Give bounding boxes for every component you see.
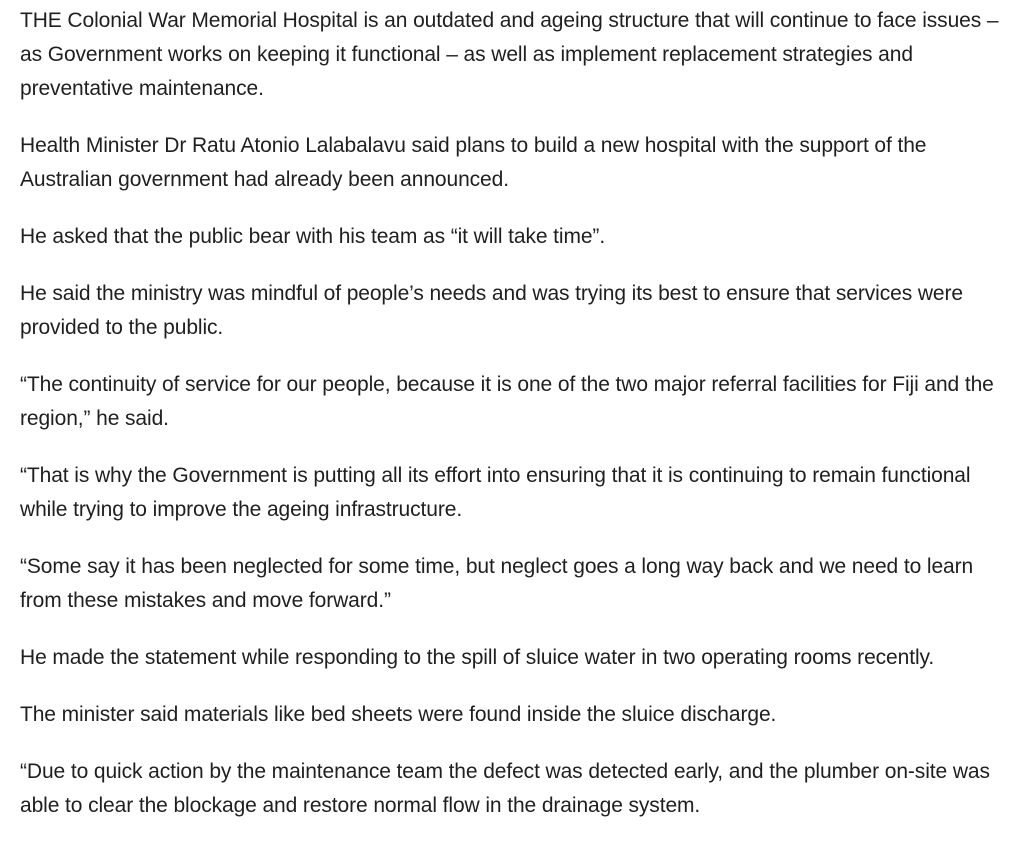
paragraph-9: The minister said materials like bed sheets were found inside the sluice discharge. <box>20 703 777 726</box>
paragraph-1: THE Colonial War Memorial Hospital is an outdated and ageing structure that will continue to face issues – as Government works on keeping it functional – as well as implement replacement strategies and preventative maintenance. <box>20 9 999 100</box>
paragraph-5: “The continuity of service for our people, because it is one of the two major referral facilities for Fiji and the region,” he said. <box>20 373 994 430</box>
paragraph-4: He said the ministry was mindful of people’s needs and was trying its best to ensure that services were provided to the public. <box>20 282 963 339</box>
article-body <box>20 4 1010 846</box>
paragraph-8: He made the statement while responding to the spill of sluice water in two operating rooms recently. <box>20 646 935 669</box>
paragraph-6: “That is why the Government is putting all its effort into ensuring that it is continuing to remain functional while trying to improve the ageing infrastructure. <box>20 464 971 521</box>
paragraph-2: Health Minister Dr Ratu Atonio Lalabalavu said plans to build a new hospital with the support of the Australian government had already been announced. <box>20 134 927 191</box>
paragraph-3: He asked that the public bear with his team as “it will take time”. <box>20 225 606 248</box>
paragraph-7: “Some say it has been neglected for some time, but neglect goes a long way back and we need to learn from these mistakes and move forward.” <box>20 555 974 612</box>
paragraph-10: “Due to quick action by the maintenance team the defect was detected early, and the plumber on-site was able to clear the blockage and restore normal flow in the drainage system. <box>20 760 990 817</box>
